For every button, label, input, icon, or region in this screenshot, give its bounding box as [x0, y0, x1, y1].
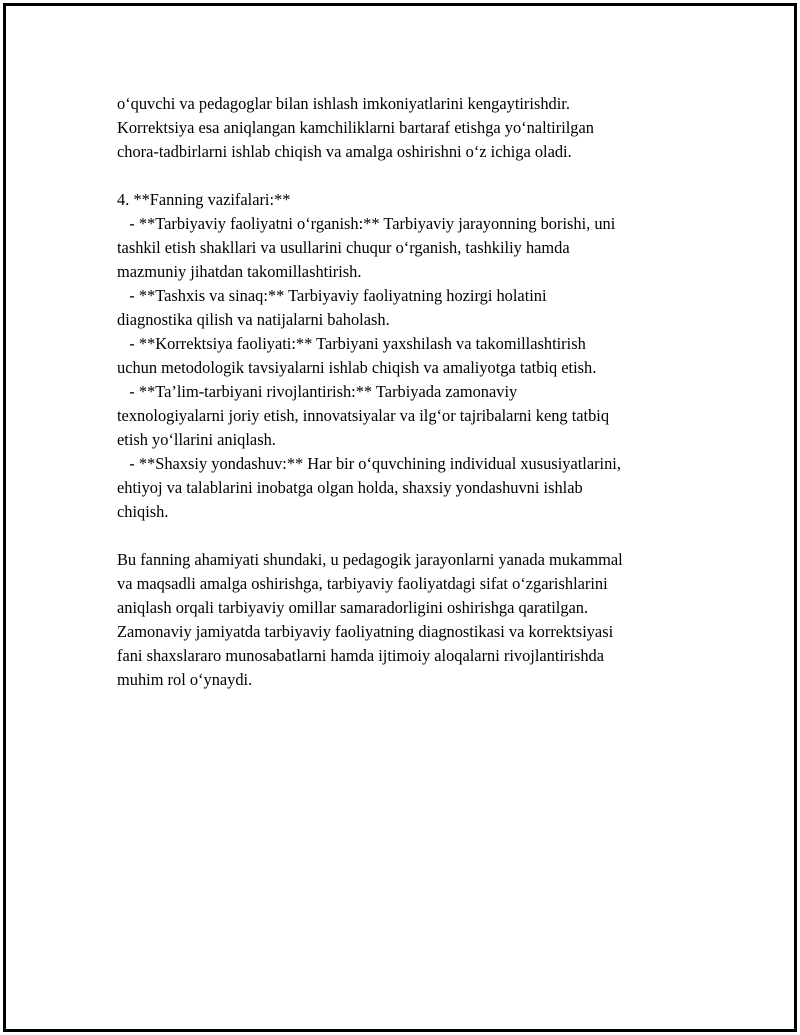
conclusion-paragraph	[117, 548, 717, 692]
text-line: va maqsadli amalga oshirishga, tarbiyaviy faoliyatdagi sifat o‘zgarishlarini	[117, 574, 608, 593]
text-line: texnologiyalarni joriy etish, innovatsiyalar va ilg‘or tajribalarni keng tatbiq	[117, 406, 610, 425]
text-line: Bu fanning ahamiyati shundaki, u pedagogik jarayonlarni yanada mukammal	[117, 550, 623, 569]
text-line: muhim rol o‘ynaydi.	[117, 670, 253, 689]
paragraph-spacer	[117, 524, 717, 548]
text-line: - **Korrektsiya faoliyati:** Tarbiyani yaxshilash va takomillashtirish	[117, 334, 586, 353]
text-line: fani shaxslararo munosabatlarni hamda ijtimoiy aloqalarni rivojlantirishda	[117, 646, 605, 665]
text-line: o‘quvchi va pedagoglar bilan ishlash imkoniyatlarini kengaytirishdir.	[117, 94, 570, 113]
text-line: chiqish.	[117, 502, 169, 521]
text-line: uchun metodologik tavsiyalarni ishlab chiqish va amaliyotga tatbiq etish.	[117, 358, 597, 377]
text-line: - **Tarbiyaviy faoliyatni o‘rganish:** Tarbiyaviy jarayonning borishi, uni	[117, 214, 616, 233]
text-line: ehtiyoj va talablarini inobatga olgan holda, shaxsiy yondashuvni ishlab	[117, 478, 583, 497]
text-line: - **Tashxis va sinaq:** Tarbiyaviy faoliyatning hozirgi holatini	[117, 286, 547, 305]
paragraph-spacer	[117, 164, 717, 188]
text-line: - **Shaxsiy yondashuv:** Har bir o‘quvchining individual xususiyatlarini,	[117, 454, 621, 473]
text-line: diagnostika qilish va natijalarni baholash.	[117, 310, 390, 329]
text-line: etish yo‘llarini aniqlash.	[117, 430, 276, 449]
text-line: aniqlash orqali tarbiyaviy omillar samaradorligini oshirishga qaratilgan.	[117, 598, 589, 617]
text-line: Zamonaviy jamiyatda tarbiyaviy faoliyatning diagnostikasi va korrektsiyasi	[117, 622, 614, 641]
tasks-section	[117, 188, 717, 524]
section-heading: 4. **Fanning vazifalari:**	[117, 190, 291, 209]
text-line: Korrektsiya esa aniqlangan kamchiliklarni bartaraf etishga yo‘naltirilgan	[117, 118, 594, 137]
text-line: mazmuniy jihatdan takomillashtirish.	[117, 262, 362, 281]
text-line: - **Ta’lim-tarbiyani rivojlantirish:** Tarbiyada zamonaviy	[117, 382, 518, 401]
intro-paragraph	[117, 92, 717, 164]
document-body	[117, 92, 717, 692]
text-line: chora-tadbirlarni ishlab chiqish va amalga oshirishni o‘z ichiga oladi.	[117, 142, 572, 161]
text-line: tashkil etish shakllari va usullarini chuqur o‘rganish, tashkiliy hamda	[117, 238, 570, 257]
